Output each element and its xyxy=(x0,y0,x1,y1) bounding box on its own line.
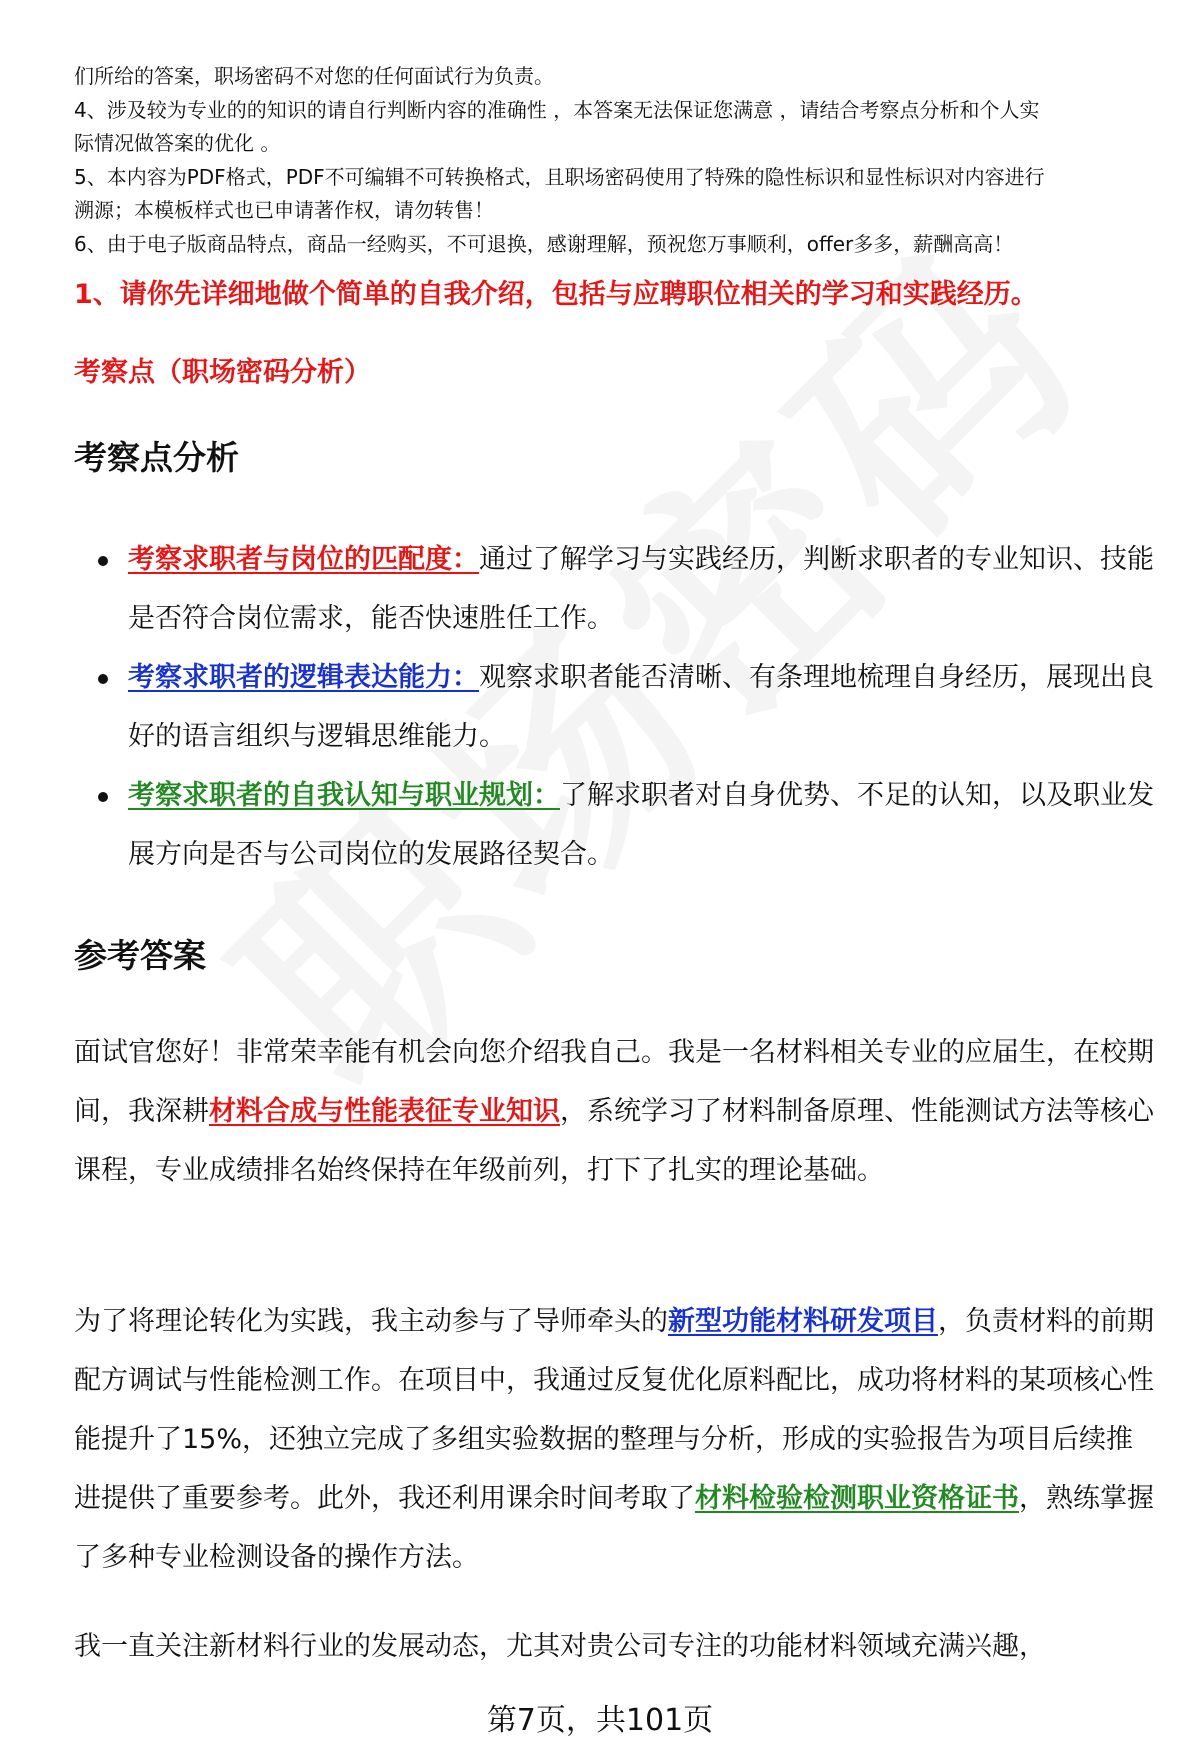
disclaimer-notes xyxy=(74,60,1154,261)
highlight-keyword: 材料合成与性能表征专业知识 xyxy=(209,1096,560,1127)
note-line: 们所给的答案，职场密码不对您的任何面试行为负责。 xyxy=(74,64,554,88)
page-footer: 第7页，共101页 xyxy=(486,1703,714,1738)
paragraph-text: ，系统学习了材料制备原理、性能测试方法等核心课程，专业成绩排名始终保持在年级前列，打下了扎实的理论基础。 xyxy=(74,1096,1154,1186)
list-item xyxy=(74,766,1154,884)
analysis-text: 了解求职者对自身优势、不足的认知，以及职业发展方向是否与公司岗位的发展路径契合。 xyxy=(128,780,1154,870)
bullet-icon xyxy=(98,792,108,802)
list-item xyxy=(74,530,1154,648)
analysis-list xyxy=(74,530,1154,884)
paragraph-text: ，负责材料的前期配方调试与性能检测工作。在项目中，我通过反复优化原料配比，成功将材料的某项核心性能提升了15%，还独立完成了多组实验数据的整理与分析，形成的实验报告为项目后续推进提供了重要参考。此外，我还利用课余时间考取了 xyxy=(74,1306,1154,1514)
note-line: 6、由于电子版商品特点，商品一经购买，不可退换，感谢理解，预祝您万事顺利，offer多多，薪酬高高！ xyxy=(74,231,1014,256)
analysis-keyword: 考察求职者的自我认知与职业规划： xyxy=(128,780,560,811)
answer-paragraph-2 xyxy=(74,1292,1154,1587)
answer-paragraph-1 xyxy=(74,1023,1154,1200)
note-line: 溯源；本模板样式也已申请著作权，请勿转售！ xyxy=(74,198,494,222)
paragraph-text: 面试官您好！非常荣幸能有机会向您介绍我自己。我是一名材料相关专业的应届生，在校期间，我深耕 xyxy=(74,1037,1154,1127)
interview-question: 1、请你先详细地做个简单的自我介绍，包括与应聘职位相关的学习和实践经历。 xyxy=(74,279,1038,310)
list-item xyxy=(74,648,1154,766)
note-line: 际情况做答案的优化 。 xyxy=(74,131,281,155)
kaocha-label: 考察点（职场密码分析） xyxy=(74,357,371,388)
analysis-heading: 考察点分析 xyxy=(74,438,239,477)
highlight-keyword: 新型功能材料研发项目 xyxy=(668,1306,938,1337)
bullet-icon xyxy=(98,556,108,566)
analysis-text: 通过了解学习与实践经历，判断求职者的专业知识、技能是否符合岗位需求，能否快速胜任工作。 xyxy=(128,544,1154,634)
paragraph-text: ，熟练掌握了多种专业检测设备的操作方法。 xyxy=(74,1483,1154,1573)
answer-heading: 参考答案 xyxy=(74,936,206,975)
analysis-keyword: 考察求职者的逻辑表达能力： xyxy=(128,662,479,693)
analysis-text: 观察求职者能否清晰、有条理地梳理自身经历，展现出良好的语言组织与逻辑思维能力。 xyxy=(128,662,1154,752)
bullet-icon xyxy=(98,674,108,684)
highlight-keyword: 材料检验检测职业资格证书 xyxy=(695,1483,1019,1514)
paragraph-text: 为了将理论转化为实践，我主动参与了导师牵头的 xyxy=(74,1306,668,1337)
answer-paragraph-3: 我一直关注新材料行业的发展动态，尤其对贵公司专注的功能材料领域充满兴趣， xyxy=(74,1631,1046,1662)
note-line: 4、涉及较为专业的的知识的请自行判断内容的准确性 ，本答案无法保证您满意 ，请结合考察点分析和个人实 xyxy=(74,97,1040,122)
note-line: 5、本内容为PDF格式，PDF不可编辑不可转换格式，且职场密码使用了特殊的隐性标识和显性标识对内容进行 xyxy=(74,164,1045,189)
analysis-keyword: 考察求职者与岗位的匹配度： xyxy=(128,544,479,575)
